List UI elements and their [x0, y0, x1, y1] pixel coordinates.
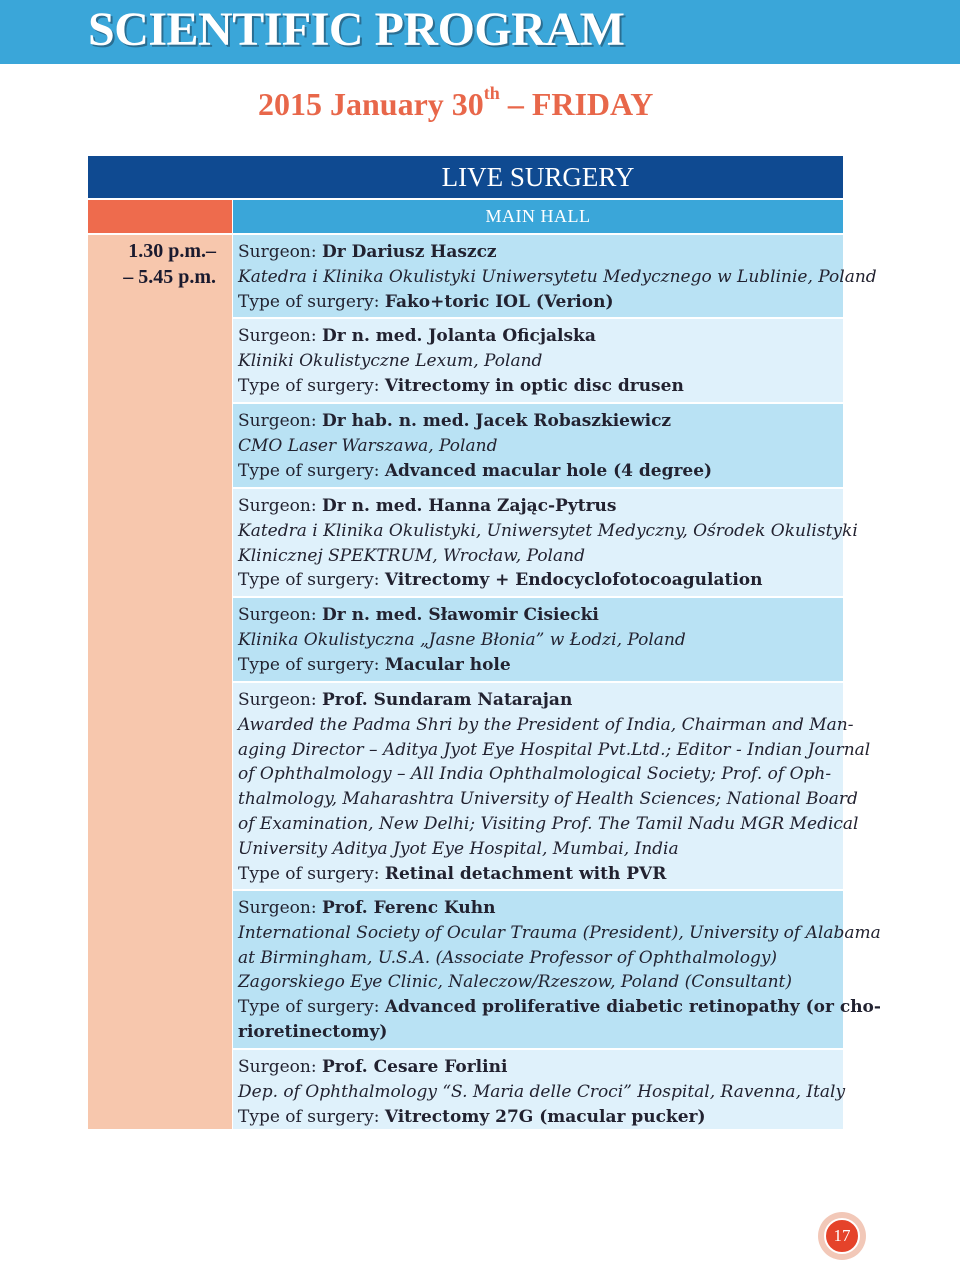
surgeon-label: Surgeon: [238, 690, 322, 710]
surgery-type-label: Type of surgery: [238, 375, 385, 396]
affiliation-line: Klinicznej SPEKTRUM, Wrocław, Poland [238, 545, 585, 566]
surgery-type: Vitrectomy + Endocyclofotocoagulation [384, 570, 763, 591]
surgery-type-line [238, 374, 839, 399]
session-time [88, 238, 216, 290]
surgery-entry [233, 598, 843, 681]
surgeon-line [238, 324, 839, 349]
surgery-type-line [238, 653, 839, 678]
surgeon-name: Prof. Cesare Forlini [321, 1057, 508, 1077]
affiliation-line: Dep. of Ophthalmology “S. Maria delle Croci” Hospital, Ravenna, Italy [238, 1081, 846, 1102]
surgery-type: rioretinectomy) [238, 1021, 388, 1042]
surgeon-name: Dr n. med. Jolanta Oficjalska [321, 326, 596, 346]
surgery-type-line [238, 1020, 839, 1045]
surgery-type-line [238, 1105, 839, 1130]
time-end: – 5.45 p.m. [123, 266, 216, 288]
surgery-type: Fako+toric IOL (Verion) [384, 291, 614, 312]
surgery-type-label: Type of surgery: [238, 997, 385, 1018]
affiliation-line: CMO Laser Warszawa, Poland [238, 435, 498, 456]
surgery-type: Advanced proliferative diabetic retinopathy (or cho- [384, 997, 881, 1018]
surgeon-line [238, 1055, 839, 1080]
surgeon-line [238, 240, 839, 265]
surgery-type-label: Type of surgery: [238, 654, 385, 675]
surgery-type-label: Type of surgery: [238, 460, 385, 481]
surgery-type: Vitrectomy in optic disc drusen [384, 375, 684, 396]
surgery-entry [233, 319, 843, 402]
page-number: 17 [824, 1218, 860, 1254]
time-column [88, 235, 232, 1129]
affiliation-line: Katedra i Klinika Okulistyki Uniwersytetu Medycznego w Lublinie, Poland [238, 266, 877, 287]
affiliation-line: of Examination, New Delhi; Visiting Prof. The Tamil Nadu MGR Medical [238, 813, 859, 834]
time-header-cell [88, 200, 232, 233]
surgeon-label: Surgeon: [238, 411, 322, 431]
surgeon-name: Dr n. med. Hanna Zając-Pytrus [321, 496, 617, 516]
surgery-entry [233, 1050, 846, 1129]
surgery-entry [233, 404, 843, 487]
surgery-entry [233, 683, 871, 889]
affiliation-line: of Ophthalmology – All India Ophthalmological Society; Prof. of Oph- [238, 764, 832, 785]
surgery-type-line [238, 995, 881, 1020]
surgery-entry [233, 235, 877, 317]
surgeon-line [238, 409, 839, 434]
page-title: SCIENTIFIC PROGRAM [88, 3, 625, 56]
affiliation-line: thalmology, Maharashtra University of Health Sciences; National Board [238, 789, 858, 810]
affiliation-line: Zagorskiego Eye Clinic, Naleczow/Rzeszow, Poland (Consultant) [238, 972, 792, 993]
surgeon-label: Surgeon: [238, 242, 322, 262]
surgery-type-label: Type of surgery: [238, 863, 385, 884]
surgery-entry [233, 489, 858, 596]
session-title: LIVE SURGERY [441, 162, 635, 192]
surgeon-name: Dr hab. n. med. Jacek Robaszkiewicz [321, 411, 672, 431]
surgeon-label: Surgeon: [238, 1057, 322, 1077]
surgeon-name: Prof. Ferenc Kuhn [321, 898, 496, 918]
date-day: – FRIDAY [507, 86, 654, 122]
surgeon-line [238, 896, 839, 921]
affiliation-line: International Society of Ocular Trauma (President), University of Alabama [238, 922, 881, 943]
surgeon-line [238, 688, 839, 713]
affiliation-line: University Aditya Jyot Eye Hospital, Mumbai, India [238, 838, 679, 859]
affiliation-line: Katedra i Klinika Okulistyki, Uniwersytet Medyczny, Ośrodek Okulistyki [238, 520, 858, 541]
affiliation-line: Kliniki Okulistyczne Lexum, Poland [238, 350, 543, 371]
surgeon-label: Surgeon: [238, 496, 322, 516]
surgery-type: Retinal detachment with PVR [384, 863, 667, 884]
page-number-badge [818, 1212, 866, 1260]
surgeon-name: Prof. Sundaram Natarajan [321, 690, 573, 710]
affiliation-line: aging Director – Aditya Jyot Eye Hospital Pvt.Ltd.; Editor - Indian Journal [238, 739, 871, 760]
surgery-type: Vitrectomy 27G (macular pucker) [384, 1106, 706, 1127]
surgery-entry [233, 891, 881, 1048]
date-main: 2015 January 30 [258, 86, 484, 122]
surgeon-label: Surgeon: [238, 898, 322, 918]
date-heading [258, 83, 654, 123]
surgeon-name: Dr Dariusz Haszcz [321, 242, 497, 262]
surgery-type-label: Type of surgery: [238, 291, 385, 312]
surgeon-label: Surgeon: [238, 326, 322, 346]
surgery-type-line [238, 568, 839, 593]
surgery-type-label: Type of surgery: [238, 1106, 385, 1127]
time-start: 1.30 p.m.– [128, 240, 216, 262]
surgery-type-line [238, 459, 839, 484]
surgeon-line [238, 494, 839, 519]
surgery-type-label: Type of surgery: [238, 570, 385, 591]
affiliation-line: at Birmingham, U.S.A. (Associate Professor of Ophthalmology) [238, 947, 778, 968]
surgeon-name: Dr n. med. Sławomir Cisiecki [321, 605, 599, 625]
surgery-type-line [238, 290, 839, 315]
affiliation-line: Klinika Okulistyczna „Jasne Błonia” w Łodzi, Poland [238, 629, 686, 650]
affiliation-line: Awarded the Padma Shri by the President of India, Chairman and Man- [238, 714, 854, 735]
surgeon-label: Surgeon: [238, 605, 322, 625]
surgery-type: Advanced macular hole (4 degree) [384, 460, 713, 481]
surgeon-line [238, 603, 839, 628]
date-ordinal: th [483, 83, 500, 104]
surgery-type: Macular hole [384, 654, 511, 675]
surgery-type-line [238, 862, 839, 887]
hall-name: MAIN HALL [485, 206, 591, 226]
